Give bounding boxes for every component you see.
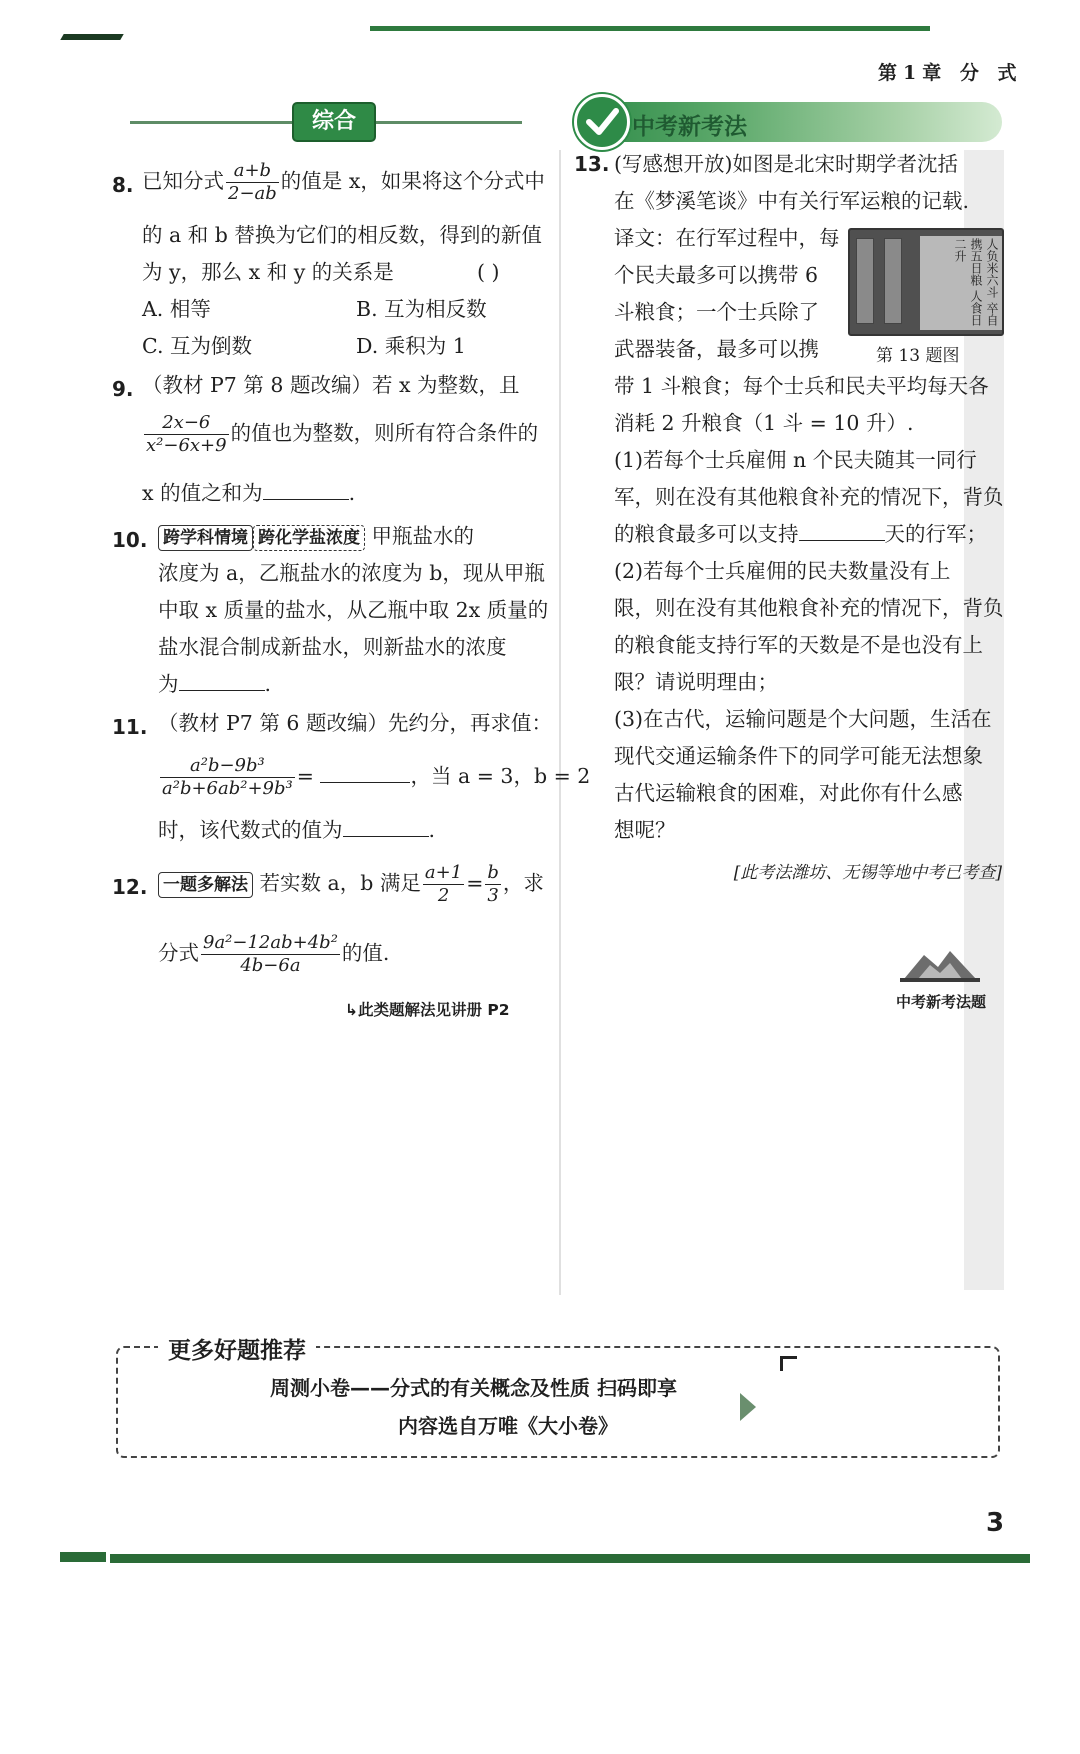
- question-13-line2: 在《梦溪笔谈》中有关行军运粮的记载.: [614, 189, 970, 213]
- translation-line: 消耗 2 升粮食（1 斗 = 10 升）.: [614, 411, 914, 435]
- part-2-line: 限，则在没有其他粮食补充的情况下，背负: [614, 596, 1004, 620]
- answer-blank: [179, 668, 265, 691]
- question-number: 8.: [112, 173, 134, 197]
- fraction: $\frac{2x-6}{\text{x²−6x+9}}$: [146, 412, 227, 456]
- translation-line: 译文：在行军过程中，每: [614, 226, 840, 250]
- question-number: 10.: [112, 528, 148, 552]
- part-1-line: (1)若每个士兵雇佣 n 个民夫随其一同行: [614, 448, 977, 472]
- answer-blank: [799, 518, 885, 541]
- fraction: $\frac{\text{9a²−12ab+4b²}}{4b-6a}$: [203, 932, 338, 976]
- part-2-line: (2)若每个士兵雇佣的民夫数量没有上: [614, 559, 951, 583]
- play-arrow-icon[interactable]: [740, 1393, 756, 1421]
- scroll-rod: [856, 238, 874, 324]
- question-13-line1: (写感想开放)如图是北宋时期学者沈括: [614, 152, 958, 176]
- part-1-line: 的粮食最多可以支持 天的行军；: [614, 516, 987, 553]
- translation-line: 带 1 斗粮食；每个士兵和民夫平均每天各: [614, 374, 989, 398]
- tag-multi-method: 一题多解法: [158, 872, 253, 898]
- answer-blank: [320, 760, 410, 783]
- question-8-line3: 为 y，那么 x 和 y 的关系是 ( ): [142, 254, 542, 291]
- exam-method-logo: [900, 945, 980, 983]
- question-8-line1: 已知分式 $\frac{a+b}{2-ab}$ 的值是 x，如果将这个分式中: [142, 160, 545, 204]
- answer-blank: [263, 477, 349, 500]
- question-10-line4: 盐水混合制成新盐水，则新盐水的浓度: [158, 635, 507, 659]
- bottom-corner-mark: [60, 1552, 106, 1562]
- fraction: $\frac{a+b}{2-ab}$: [228, 160, 277, 204]
- question-12-line2: 分式 $\frac{\text{9a²−12ab+4b²}}{4b-6a}$ 的值.: [158, 932, 390, 976]
- part-2-line: 的粮食能支持行军的天数是不是也没有上: [614, 633, 983, 657]
- logo-label: 中考新考法题: [896, 993, 987, 1011]
- part-3-line: 古代运输粮食的困难，对此你有什么感: [614, 781, 963, 805]
- question-12-line1: 一题多解法 若实数 a，b 满足 $\frac{a+1}{2}$ = $\frac{b}{3}$ ，求: [158, 862, 544, 907]
- column-divider: [559, 150, 561, 1295]
- corner-mark: [60, 34, 123, 40]
- question-8-line2: 的 a 和 b 替换为它们的相反数，得到的新值: [142, 223, 542, 247]
- question-10-line1: 跨学科情境 跨化学盐浓度 甲瓶盐水的: [158, 518, 474, 555]
- figure-inscription: 人负米六斗 卒自携五日粮 人食日二升: [920, 236, 1002, 330]
- recommendation-title: 更多好题推荐: [158, 1332, 316, 1365]
- section-rule-left: [130, 121, 292, 124]
- option-c: C. 互为倒数: [142, 334, 252, 358]
- source-note: [此考法潍坊、无锡等地中考已考查]: [733, 863, 1002, 883]
- translation-line: 武器装备，最多可以携: [614, 337, 819, 361]
- question-11-line2: $\frac{\text{a²b−9b³}}{\text{a²b+6ab²+9b³}}$ = ，当 a = 3，b = 2: [162, 755, 591, 799]
- question-11-line3: 时，该代数式的值为 .: [158, 812, 435, 849]
- bottom-rule: [110, 1554, 1030, 1563]
- figure-caption: 第 13 题图: [876, 346, 960, 366]
- qr-code-icon[interactable]: [780, 1356, 797, 1371]
- part-2-line: 限？请说明理由；: [614, 670, 778, 694]
- answer-blank: [343, 814, 429, 837]
- translation-line: 斗粮食；一个士兵除了: [614, 300, 819, 324]
- part-1-line: 军，则在没有其他粮食补充的情况下，背负: [614, 485, 1004, 509]
- question-10-line3: 中取 x 质量的盐水，从乙瓶中取 2x 质量的: [158, 598, 549, 622]
- question-number: 13.: [574, 152, 610, 176]
- fraction: $\frac{b}{3}$: [487, 862, 499, 906]
- question-number: 11.: [112, 715, 148, 739]
- checkmark-icon: [574, 94, 630, 150]
- solution-hint-link[interactable]: ↳此类题解法见讲册 P2: [345, 1001, 510, 1019]
- top-rule: [370, 26, 930, 31]
- section-title-new-methods: 中考新考法: [632, 114, 747, 140]
- scroll-figure: [848, 228, 1004, 336]
- part-3-line: 现代交通运输条件下的同学可能无法想象: [614, 744, 983, 768]
- recommendation-source: 内容选自万唯《大小卷》: [398, 1414, 618, 1438]
- question-number: 12.: [112, 875, 148, 899]
- option-b: B. 互为相反数: [356, 297, 487, 321]
- question-11-line1: （教材 P7 第 6 题改编）先约分，再求值：: [158, 711, 552, 735]
- recommendation-line: 周测小卷——分式的有关概念及性质 扫码即享: [270, 1376, 677, 1400]
- tag-interdisciplinary: 跨学科情境: [158, 525, 253, 551]
- question-9-line3: x 的值之和为 .: [142, 475, 355, 512]
- fraction: $\frac{\text{a²b−9b³}}{\text{a²b+6ab²+9b³}}$: [162, 755, 293, 799]
- question-9-line2: $\frac{2x-6}{\text{x²−6x+9}}$ 的值也为整数，则所有符合条件的: [146, 412, 539, 456]
- question-10-line2: 浓度为 a，乙瓶盐水的浓度为 b，现从甲瓶: [158, 561, 545, 585]
- scroll-rod: [884, 238, 902, 324]
- section-rule-right: [372, 121, 522, 124]
- tag-open-reflection: (写感想开放): [614, 152, 733, 176]
- part-3-line: (3)在古代，运输问题是个大问题，生活在: [614, 707, 992, 731]
- option-d: D. 乘积为 1: [356, 334, 466, 358]
- chapter-header: 第1章 分 式: [878, 62, 1023, 84]
- answer-paren: ( ): [477, 260, 500, 284]
- translation-line: 个民夫最多可以携带 6: [614, 263, 819, 287]
- section-badge-comprehensive: 综合: [292, 102, 376, 142]
- fraction: $\frac{a+1}{2}$: [424, 862, 463, 906]
- page-number: 3: [986, 1508, 1005, 1538]
- tag-chemistry: 跨化学盐浓度: [253, 525, 365, 551]
- question-number: 9.: [112, 377, 134, 401]
- question-9-line1: （教材 P7 第 8 题改编）若 x 为整数，且: [142, 373, 520, 397]
- question-10-line5: 为 .: [158, 666, 271, 703]
- option-a: A. 相等: [142, 297, 211, 321]
- part-3-line: 想呢？: [614, 818, 676, 842]
